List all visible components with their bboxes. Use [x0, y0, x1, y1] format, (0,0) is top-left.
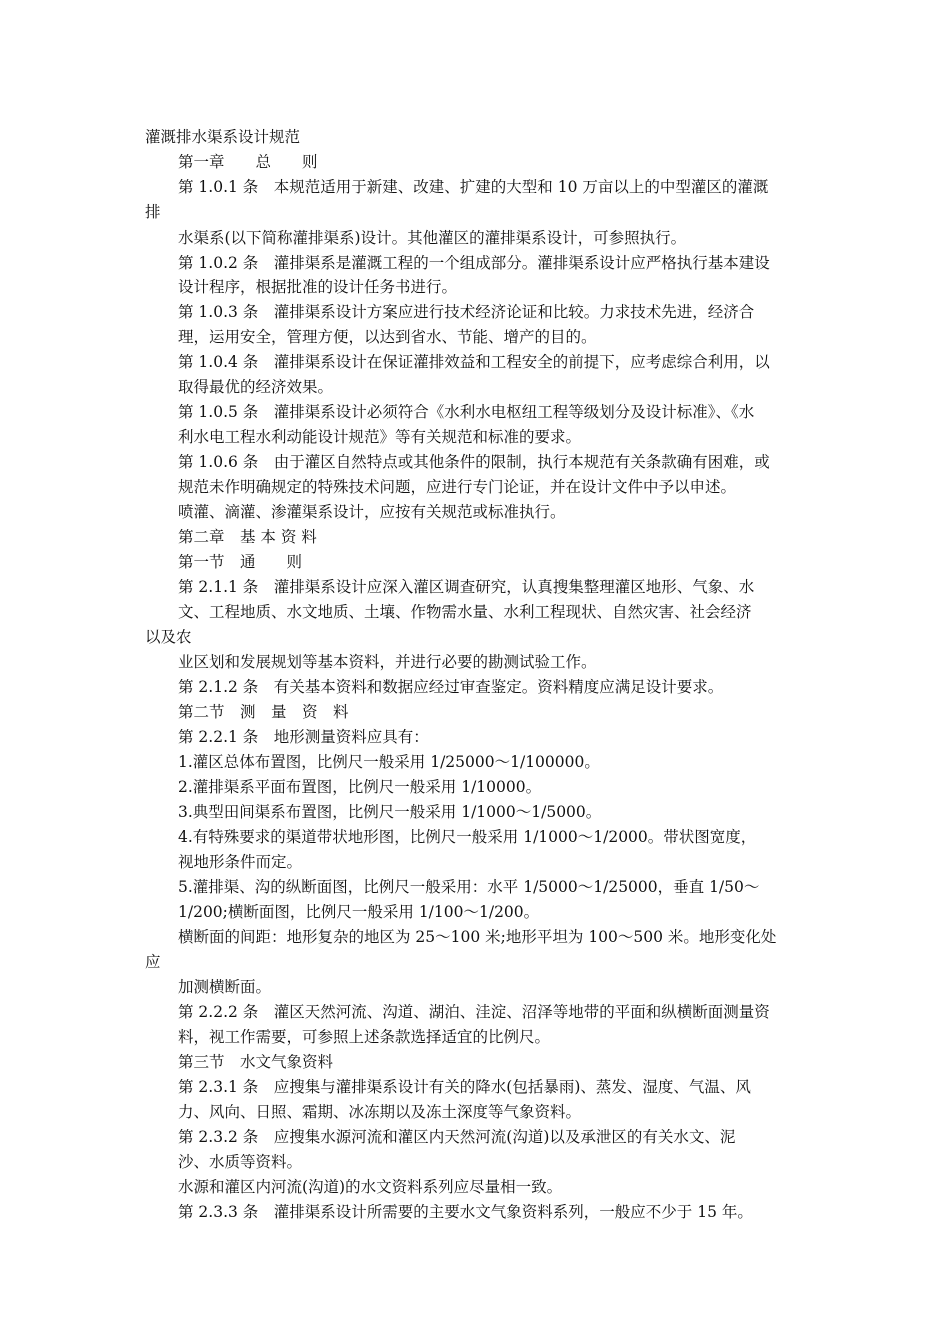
text-line: 第 2.1.2 条 有关基本资料和数据应经过审查鉴定。资料精度应满足设计要求。	[178, 678, 724, 696]
text-line: 取得最优的经济效果。	[178, 378, 334, 396]
text-line: 喷灌、滴灌、渗灌渠系设计，应按有关规范或标准执行。	[178, 503, 566, 521]
text-line: 料，视工作需要，可参照上述条款选择适宜的比例尺。	[178, 1028, 551, 1046]
text-line: 规范未作明确规定的特殊技术问题，应进行专门论证，并在设计文件中予以申述。	[178, 478, 737, 496]
text-line: 业区划和发展规划等基本资料，并进行必要的勘测试验工作。	[178, 653, 597, 671]
text-line: 第 2.2.1 条 地形测量资料应具有：	[178, 728, 429, 746]
chapter-heading: 第一章 总 则	[178, 153, 318, 171]
text-line: 第 2.3.3 条 灌排渠系设计所需要的主要水文气象资料系列，一般应不少于 15 年。	[178, 1203, 753, 1221]
document-title: 灌溉排水渠系设计规范	[145, 128, 301, 146]
text-line: 第 2.1.1 条 灌排渠系设计应深入灌区调查研究，认真搜集整理灌区地形、气象、水	[178, 578, 755, 596]
list-item: 3.典型田间渠系布置图，比例尺一般采用 1/1000～1/5000。	[178, 803, 602, 821]
section-heading: 第一节 通 则	[178, 553, 303, 571]
text-line: 排	[145, 203, 161, 221]
text-line: 横断面的间距：地形复杂的地区为 25～100 米;地形平坦为 100～500 米。地形变化处	[178, 928, 777, 946]
text-line: 加测横断面。	[178, 978, 272, 996]
text-line: 视地形条件而定。	[178, 853, 303, 871]
chapter-heading: 第二章 基 本 资 料	[178, 528, 317, 546]
text-line: 水源和灌区内河流(沟道)的水文资料系列应尽量相一致。	[178, 1178, 563, 1196]
section-heading: 第三节 水文气象资料	[178, 1053, 334, 1071]
text-line: 第 2.3.2 条 应搜集水源河流和灌区内天然河流(沟道)以及承泄区的有关水文、泥	[178, 1128, 736, 1146]
text-line: 第 2.3.1 条 应搜集与灌排渠系设计有关的降水(包括暴雨)、蒸发、湿度、气温、风	[178, 1078, 751, 1096]
text-line: 应	[145, 953, 161, 971]
text-line: 第 1.0.4 条 灌排渠系设计在保证灌排效益和工程安全的前提下，应考虑综合利用，以	[178, 353, 770, 371]
text-line: 第 2.2.2 条 灌区天然河流、沟道、湖泊、洼淀、沼泽等地带的平面和纵横断面测量资	[178, 1003, 770, 1021]
section-heading: 第二节 测 量 资 料	[178, 703, 349, 721]
list-item: 1.灌区总体布置图，比例尺一般采用 1/25000～1/100000。	[178, 753, 600, 771]
text-line: 第 1.0.6 条 由于灌区自然特点或其他条件的限制，执行本规范有关条款确有困难，或	[178, 453, 770, 471]
text-line: 力、风向、日照、霜期、冰冻期以及冻土深度等气象资料。	[178, 1103, 582, 1121]
text-line: 水渠系(以下简称灌排渠系)设计。其他灌区的灌排渠系设计，可参照执行。	[178, 229, 687, 247]
text-line: 文、工程地质、水文地质、土壤、作物需水量、水利工程现状、自然灾害、社会经济	[178, 603, 752, 621]
list-item: 2.灌排渠系平面布置图，比例尺一般采用 1/10000。	[178, 778, 542, 796]
text-line: 以及农	[145, 628, 192, 646]
text-line: 沙、水质等资料。	[178, 1153, 303, 1171]
text-line: 第 1.0.3 条 灌排渠系设计方案应进行技术经济论证和比较。力求技术先进，经济合	[178, 303, 755, 321]
text-line: 利水电工程水利动能设计规范》等有关规范和标准的要求。	[178, 428, 582, 446]
text-line: 第 1.0.2 条 灌排渠系是灌溉工程的一个组成部分。灌排渠系设计应严格执行基本建设	[178, 254, 770, 272]
text-line: 1/200;横断面图，比例尺一般采用 1/100～1/200。	[178, 903, 540, 921]
text-line: 第 1.0.1 条 本规范适用于新建、改建、扩建的大型和 10 万亩以上的中型灌区的灌溉	[178, 178, 769, 196]
list-item: 4.有特殊要求的渠道带状地形图，比例尺一般采用 1/1000～1/2000。带状图宽度，	[178, 828, 757, 846]
text-line: 理，运用安全，管理方便，以达到省水、节能、增产的目的。	[178, 328, 597, 346]
text-line: 第 1.0.5 条 灌排渠系设计必须符合《水利水电枢纽工程等级划分及设计标准》、《水	[178, 403, 755, 421]
list-item: 5.灌排渠、沟的纵断面图，比例尺一般采用：水平 1/5000～1/25000，垂直 1/50～	[178, 878, 760, 896]
text-line: 设计程序，根据批准的设计任务书进行。	[178, 278, 458, 296]
